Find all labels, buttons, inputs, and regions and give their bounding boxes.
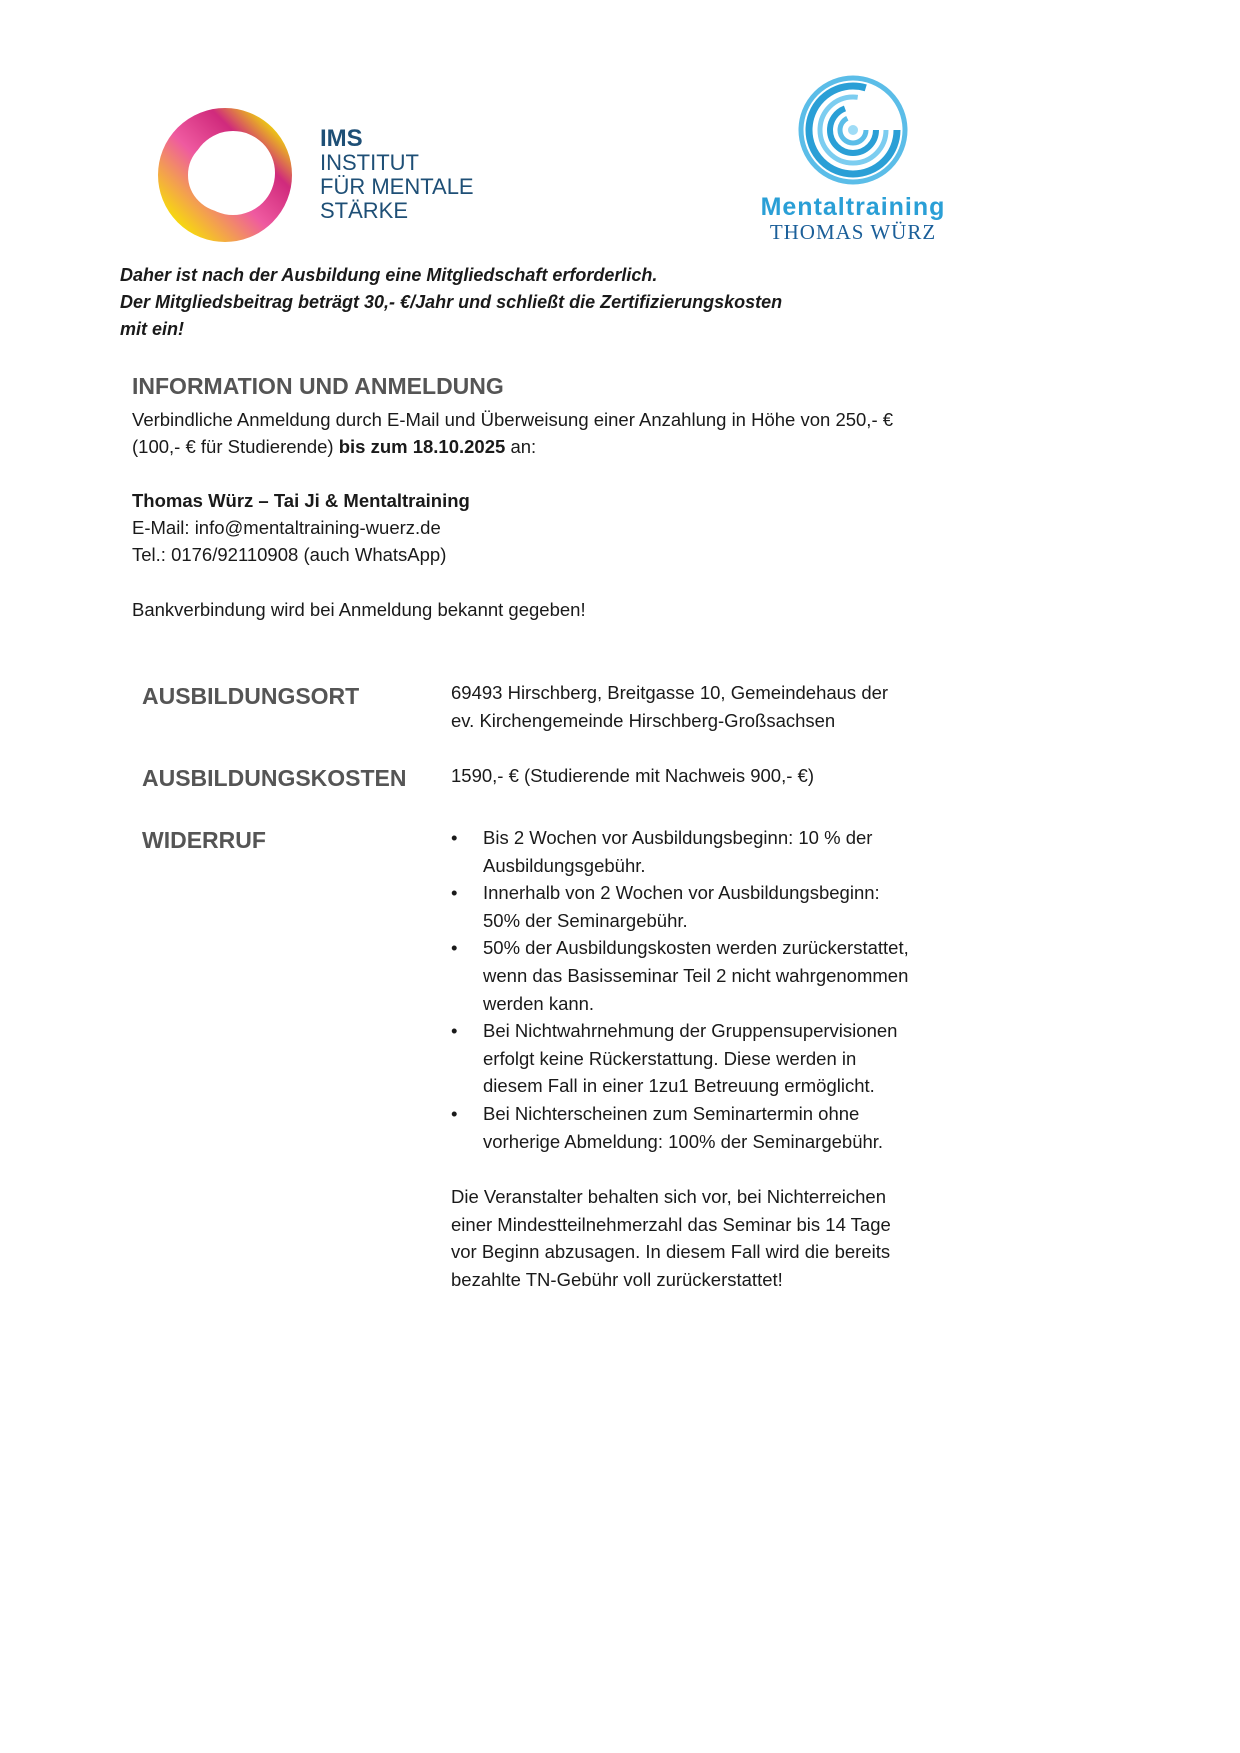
training-location-value (451, 679, 961, 734)
cancellation-item-line: 50% der Ausbildungskosten werden zurückerstattet, (483, 937, 909, 959)
bank-note: Bankverbindung wird bei Anmeldung bekannt gegeben! (132, 599, 586, 620)
location-line2: ev. Kirchengemeinde Hirschberg-Großsachsen (451, 709, 836, 731)
info-line2 (132, 433, 536, 460)
cancellation-item-line: werden kann. (483, 992, 595, 1014)
ims-line3: STÄRKE (320, 198, 409, 223)
info-line1: Verbindliche Anmeldung durch E-Mail und Überweisung einer Anzahlung in Höhe von 250,- € (132, 409, 894, 430)
info-heading: INFORMATION UND ANMELDUNG (132, 373, 504, 399)
mentaltraining-name: THOMAS WÜRZ (769, 220, 937, 244)
contact-phone: Tel.: 0176/92110908 (auch WhatsApp) (132, 544, 447, 565)
cancellation-item-line: Bei Nichterscheinen zum Seminartermin ohne (483, 1102, 860, 1124)
deadline: bis zum 18.10.2025 (338, 436, 506, 457)
cancellation-item (451, 1017, 971, 1100)
bullet-icon: • (451, 937, 458, 959)
ims-logo (155, 105, 485, 250)
cancellation-item-line: wenn das Basisseminar Teil 2 nicht wahrgenommen (483, 964, 909, 986)
membership-intro (120, 262, 920, 343)
mentaltraining-logo (748, 75, 958, 245)
contact-name: Thomas Würz – Tai Ji & Mentaltraining (132, 490, 470, 511)
cancellation-item-line: erfolgt keine Rückerstattung. Diese werden in (483, 1047, 857, 1069)
bullet-icon: • (451, 882, 458, 904)
cancellation-item-line: Ausbildungsgebühr. (483, 854, 646, 876)
cancellation-item-line: Innerhalb von 2 Wochen vor Ausbildungsbeginn: (483, 882, 880, 904)
ims-line1: INSTITUT (320, 150, 419, 175)
cancellation-item (451, 934, 971, 1017)
note-line4: bezahlte TN-Gebühr voll zurückerstattet! (451, 1268, 783, 1290)
training-location-label: AUSBILDUNGSORT (142, 683, 360, 709)
note-line3: vor Beginn abzusagen. In diesem Fall wird die bereits (451, 1241, 891, 1263)
note-line1: Die Veranstalter behalten sich vor, bei Nichterreichen (451, 1186, 886, 1207)
ims-ring-icon (155, 105, 295, 245)
training-cost-label: AUSBILDUNGSKOSTEN (142, 765, 407, 791)
ims-line2: FÜR MENTALE (320, 174, 474, 199)
bullet-icon: • (451, 827, 458, 848)
intro-line3: mit ein! (120, 319, 185, 339)
cancellation-item (451, 824, 971, 879)
cancellation-list (451, 824, 971, 1155)
cancellation-item-line: Bei Nichtwahrnehmung der Gruppensupervisionen (483, 1020, 898, 1042)
cancellation-item-line: 50% der Seminargebühr. (483, 909, 688, 931)
mentaltraining-word: Mentaltraining (760, 193, 946, 221)
location-line1: 69493 Hirschberg, Breitgasse 10, Gemeindehaus der (451, 682, 889, 703)
info-line2-start: (100,- € für Studierende) (132, 436, 339, 457)
cancellation-item (451, 1100, 971, 1155)
ims-abbr: IMS (320, 125, 363, 152)
bullet-icon: • (451, 1102, 458, 1124)
cancellation-item-line: Bis 2 Wochen vor Ausbildungsbeginn: 10 % der (483, 827, 873, 848)
cancellation-item-line: vorherige Abmeldung: 100% der Seminargebühr. (483, 1130, 884, 1152)
training-cost-value: 1590,- € (Studierende mit Nachweis 900,- €) (451, 765, 814, 786)
cancellation-note (451, 1183, 971, 1293)
intro-line2: Der Mitgliedsbeitrag beträgt 30,- €/Jahr und schließt die Zertifizierungskosten (120, 292, 783, 312)
bullet-icon: • (451, 1020, 458, 1042)
cancellation-item (451, 879, 971, 934)
cancellation-label: WIDERRUF (142, 827, 266, 853)
intro-line1: Daher ist nach der Ausbildung eine Mitgliedschaft erforderlich. (120, 265, 658, 285)
contact-email: E-Mail: info@mentaltraining-wuerz.de (132, 517, 441, 538)
ims-logo-text (320, 127, 474, 223)
cancellation-item-line: diesem Fall in einer 1zu1 Betreuung ermöglicht. (483, 1075, 875, 1097)
info-line2-end: an: (505, 436, 537, 457)
spiral-icon (748, 75, 958, 190)
note-line2: einer Mindestteilnehmerzahl das Seminar bis 14 Tage (451, 1213, 891, 1235)
